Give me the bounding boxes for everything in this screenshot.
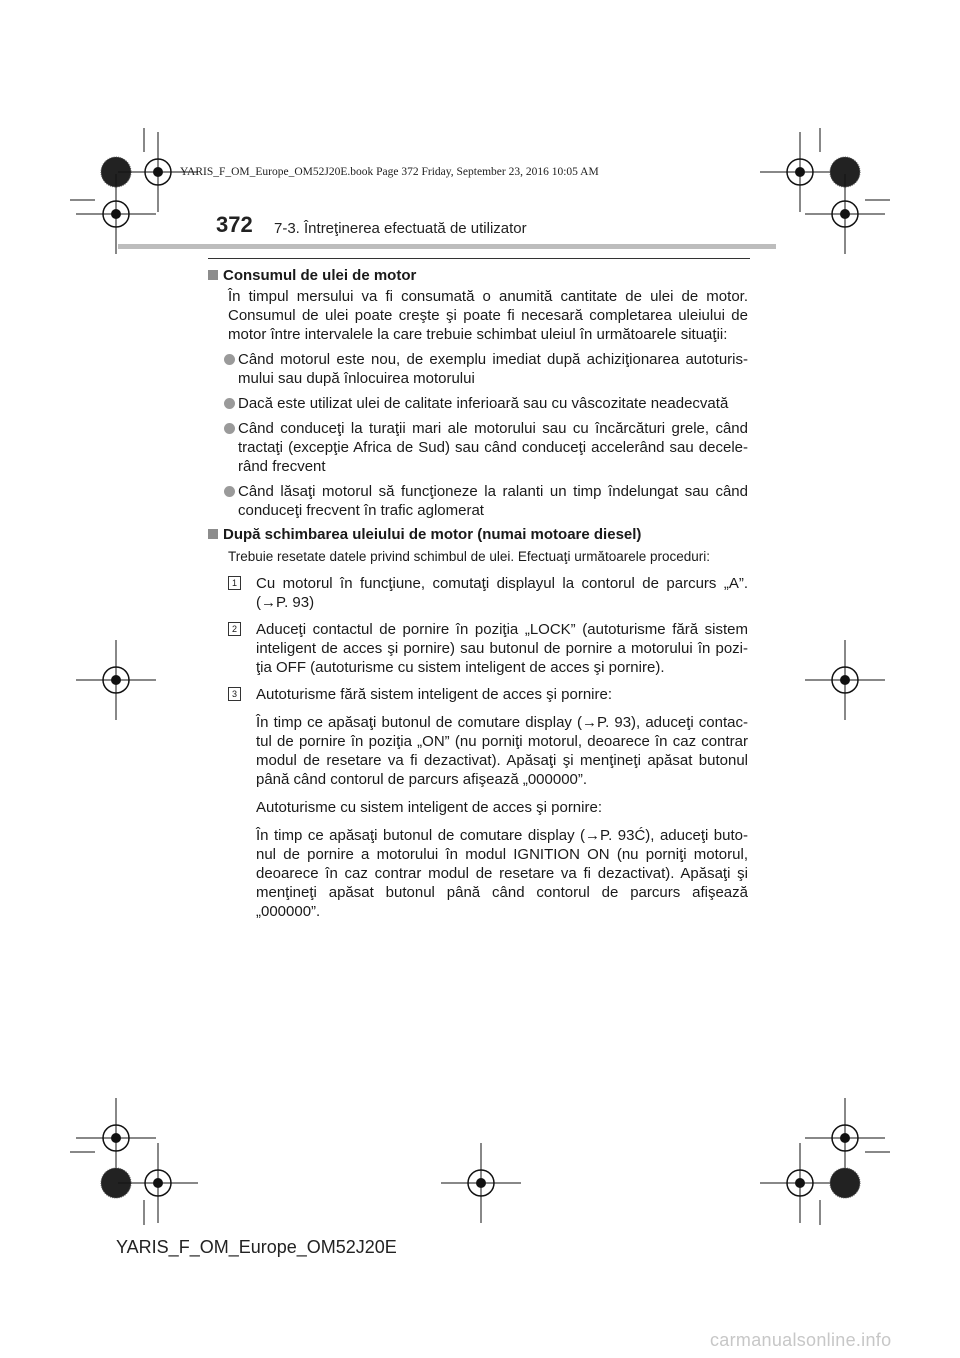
block1-heading-text: Consumul de ulei de motor xyxy=(223,267,417,284)
step3-detail: În timp ce apăsaţi butonul de comutare display (→P. 93), aduceţi contac-tul de pornire în poziţia „ON” (nu porniţi motorul, deoarece în caz contrar modul de resetare va fi dezactivat). Apăsaţi şi menţineţi apăsat butonul până când contorul de parcurs afişează „000000”. xyxy=(256,714,748,788)
bullet-text: Când motorul este nou, de exemplu imediat după achiziţionarea autoturis-mului sau după înlocuirea motorului xyxy=(238,351,748,387)
step-number: 3 xyxy=(228,687,241,701)
step-text: Aduceţi contactul de pornire în poziţia „LOCK” (autoturisme fără sistem inteligent de acces şi pornire) sau butonul de pornire a motorului în pozi-ţia OFF (autoturisme cu sistem inteligent de acces şi pornire). xyxy=(256,621,748,676)
list-item xyxy=(208,350,748,388)
bullet-dot-icon xyxy=(224,423,235,434)
block2-intro: Trebuie resetate datele privind schimbul de ulei. Efectuaţi următoarele proceduri: xyxy=(228,549,711,564)
square-bullet-icon xyxy=(208,270,218,280)
list-item xyxy=(208,482,748,520)
section-title: 7-3. Întreţinerea efectuată de utilizator xyxy=(274,220,527,237)
block2-heading-text: După schimbarea uleiului de motor (numai motoare diesel) xyxy=(223,526,642,543)
bullet-dot-icon xyxy=(224,354,235,365)
content-rule xyxy=(208,258,750,259)
block1-heading xyxy=(208,266,748,285)
bullet-text: Când conduceţi la turaţii mari ale motorului sau cu încărcături grele, când tractaţi (excepţie Africa de Sud) sau când conduceţi accelerând sau decele-rând frecvent xyxy=(238,420,748,475)
square-bullet-icon xyxy=(208,529,218,539)
step-number: 2 xyxy=(228,622,241,636)
bullet-text: Când lăsaţi motorul să funcţioneze la ralanti un timp îndelungat sau când conduceţi frecvent în trafic aglomerat xyxy=(238,483,748,519)
block1-intro: În timpul mersului va fi consumată o anumită cantitate de ulei de motor. Consumul de ulei poate creşte şi poate fi necesară completarea uleiului de motor între intervalele la care trebuie schimbat uleiul în următoarele situaţii: xyxy=(228,288,748,343)
step-text: Cu motorul în funcţiune, comutaţi displayul la contorul de parcurs „A”. (→P. 93) xyxy=(256,575,748,611)
list-item xyxy=(208,394,748,413)
watermark: carmanualsonline.info xyxy=(710,1330,892,1350)
step-text: Autoturisme fără sistem inteligent de acces şi pornire: xyxy=(256,686,612,703)
bullet-dot-icon xyxy=(224,398,235,409)
step-item xyxy=(208,574,748,612)
step3-detail: În timp ce apăsaţi butonul de comutare display (→P. 93Ć), aduceţi buto-nul de pornire a motorului în modul IGNITION ON (nu porniţi motorul, deoarece în caz contrar modul de resetare va fi dezactivat). Apăsaţi şi menţineţi apăsat butonul până când contorul de parcurs afişează „000000”. xyxy=(256,827,748,920)
bullet-text: Dacă este utilizat ulei de calitate inferioară sau cu vâscozitate neadecvată xyxy=(238,395,729,412)
step-number: 1 xyxy=(228,576,241,590)
step-item xyxy=(208,685,748,704)
content xyxy=(208,266,748,921)
print-info: YARIS_F_OM_Europe_OM52J20E.book Page 372 Friday, September 23, 2016 10:05 AM xyxy=(180,166,599,178)
page-number: 372 xyxy=(216,212,253,237)
bullet-dot-icon xyxy=(224,486,235,497)
step3-detail: Autoturisme cu sistem inteligent de acces şi pornire: xyxy=(256,799,602,816)
block2-heading xyxy=(208,525,748,544)
footer-code: YARIS_F_OM_Europe_OM52J20E xyxy=(116,1237,397,1257)
step-item xyxy=(208,620,748,677)
header-rule xyxy=(118,244,776,249)
list-item xyxy=(208,419,748,476)
